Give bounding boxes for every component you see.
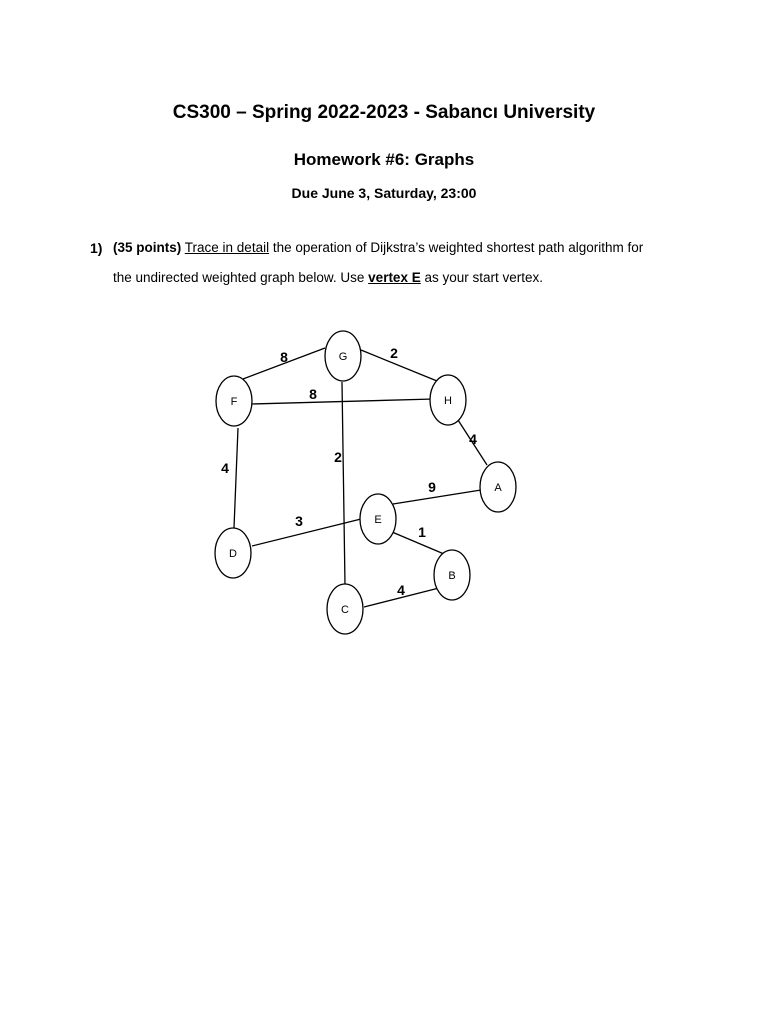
edge-weight-f-d: 4 (221, 460, 229, 476)
edge-weight-g-h: 2 (390, 345, 398, 361)
due-date: Due June 3, Saturday, 23:00 (291, 185, 477, 201)
edge-weight-f-g: 8 (280, 349, 288, 365)
question-emphasis: Trace in detail (184, 240, 270, 255)
edge-weight-c-b: 4 (397, 582, 405, 598)
node-label-f: F (230, 396, 238, 408)
node-label-a: A (494, 482, 502, 494)
edge-e-a (393, 490, 481, 504)
edge-weight-g-c: 2 (334, 449, 342, 465)
edge-f-d (234, 428, 238, 528)
node-label-g: G (338, 351, 348, 363)
node-label-e: E (374, 514, 382, 526)
edge-weight-e-a: 9 (428, 479, 436, 495)
edge-g-c (342, 382, 345, 585)
node-label-h: H (444, 395, 452, 407)
edge-weight-d-e: 3 (295, 513, 303, 529)
question-text-1: the operation of Dijkstra’s weighted shortest path algorithm for (269, 240, 644, 255)
document-title: CS300 – Spring 2022-2023 - Sabancı University (172, 102, 596, 123)
edge-weight-e-b: 1 (418, 524, 426, 540)
homework-title: Homework #6: Graphs (293, 150, 475, 169)
node-label-c: C (341, 604, 349, 616)
start-vertex: vertex E (368, 270, 421, 285)
node-label-d: D (229, 548, 237, 560)
question-number: 1) (90, 240, 103, 256)
edge-g-h (361, 350, 437, 381)
node-label-b: B (448, 570, 456, 582)
edge-weight-h-a: 4 (469, 431, 477, 447)
question-points: (35 points) (113, 240, 182, 255)
edge-weight-f-h: 8 (309, 386, 317, 402)
question-text-3: as your start vertex. (420, 270, 544, 285)
question-text-2: the undirected weighted graph below. Use (113, 270, 369, 285)
